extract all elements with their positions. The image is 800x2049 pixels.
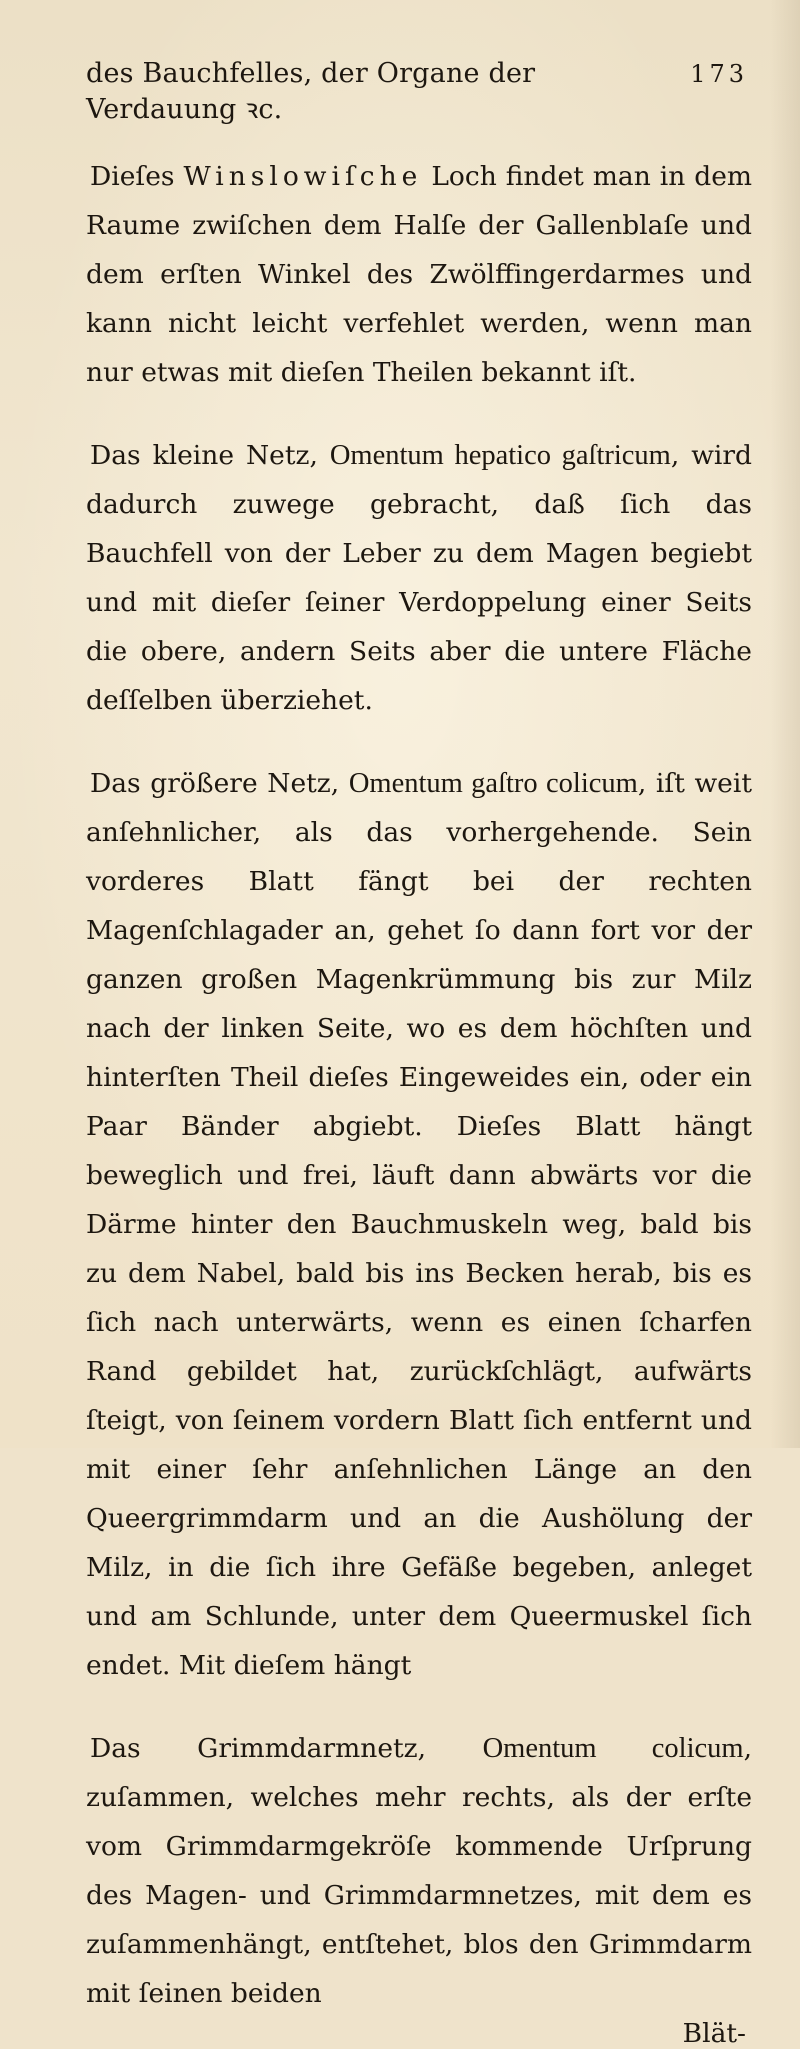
page-edge-shadow bbox=[770, 0, 800, 1448]
running-head bbox=[86, 58, 752, 126]
catchword: Blät- bbox=[682, 2018, 746, 2049]
latin-term: Omentum gaſtro colicum bbox=[348, 768, 638, 799]
paragraph-intro: Das Grimmdarmnetz, bbox=[90, 1733, 483, 1764]
emphasized-name: Winslowiſche bbox=[183, 161, 423, 192]
paragraph-intro: Dieſes bbox=[90, 161, 184, 192]
body-text bbox=[86, 152, 752, 2049]
paragraph-lesser-omentum bbox=[86, 431, 752, 725]
paragraph-body: , iſt weit anſehnlicher, als das vorhergehende. Sein vorderes Blatt fängt bei der rechten Magenſchlagader an, gehet ſo dann fort vor der ganzen großen Magenkrümmung bis zur Milz nach der linken Seite, wo es dem höchſten und hinterſten Theil dieſes Eingeweides ein, oder ein Paar Bänder abgiebt. Dieſes Blatt hängt beweglich und frei, läuft dann abwärts vor die Därme hinter den Bauchmuskeln weg, bald bis zu dem Nabel, bald bis ins Becken herab, bis es ſich nach unterwärts, wenn es einen ſcharfen Rand gebildet hat, zurückſchlägt, aufwärts ſteigt, von ſeinem vordern Blatt ſich entfernt und mit einer ſehr anſehnlichen Länge an den Queergrimmdarm und an die Aushölung der Milz, in die ſich ihre Gefäße begeben, anleget und am Schlunde, unter dem Queermuskel ſich endet. Mit dieſem hängt bbox=[86, 768, 752, 1681]
paragraph-body: Loch findet man in dem Raume zwiſchen dem Halſe der Gallenblaſe und dem erſten Winkel des Zwölffingerdarmes und kann nicht leicht verfehlet werden, wenn man nur etwas mit dieſen Theilen bekannt iſt. bbox=[86, 161, 752, 388]
paragraph-intro: Das größere Netz, bbox=[90, 768, 349, 799]
latin-term: Omentum hepatico gaſtricum bbox=[329, 440, 671, 471]
paragraph-winslow-foramen bbox=[86, 152, 752, 397]
running-title: des Bauchfelles, der Organe der Verdauung ꝛc. bbox=[86, 58, 536, 125]
paragraph-greater-omentum bbox=[86, 759, 752, 1690]
paragraph-colic-omentum bbox=[86, 1724, 752, 2018]
paragraph-body: , zuſammen, welches mehr rechts, als der erſte vom Grimmdarmgekröſe kommende Urſprung des Magen- und Grimmdarmnetzes, mit dem es zuſammenhängt, entſtehet, blos den Grimmdarm mit ſeinen beiden bbox=[86, 1733, 752, 2009]
paragraph-body: , wird dadurch zuwege gebracht, daß ſich das Bauchfell von der Leber zu dem Magen begiebt und mit dieſer ſeiner Verdoppelung einer Seits die obere, andern Seits aber die untere Fläche deſſelben überziehet. bbox=[86, 440, 753, 716]
latin-term: Omentum colicum bbox=[482, 1733, 744, 1764]
paragraph-intro: Das kleine Netz, bbox=[90, 440, 330, 471]
page-number: 173 bbox=[690, 60, 748, 88]
